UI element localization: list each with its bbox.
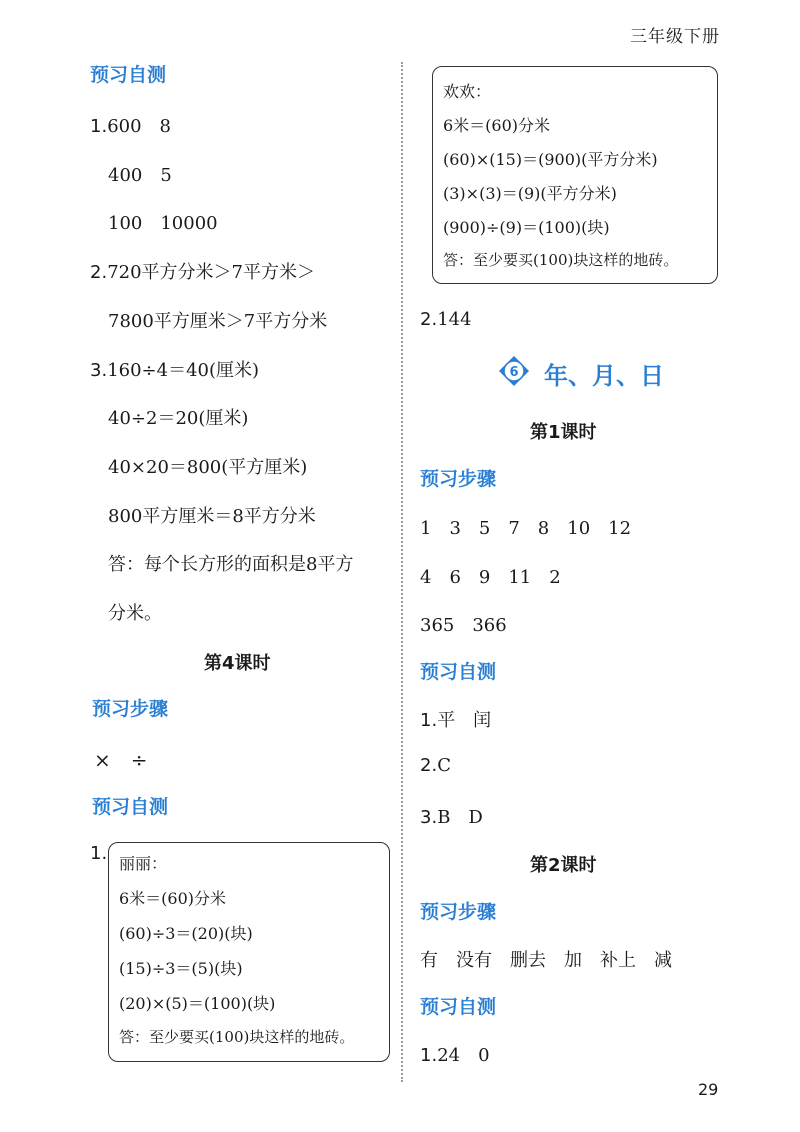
unit-number-badge	[498, 355, 530, 387]
unit-title: 年、月、日	[544, 362, 664, 390]
answer-3-line-6: 分米。	[108, 603, 162, 624]
box-line: 答：至少要买(100)块这样的地砖。	[443, 251, 679, 269]
answer-1-line-2: 400 5	[108, 165, 172, 186]
steps-line-2: 4 6 9 11 2	[420, 567, 561, 588]
steps-answer: × ÷	[94, 748, 148, 772]
box-line: (900)÷(9)＝(100)(块)	[443, 218, 610, 237]
box-line: (3)×(3)＝(9)(平方分米)	[443, 184, 617, 203]
answer-3-line-3: 40×20＝800(平方厘米)	[108, 457, 308, 478]
question-number: 2.	[420, 755, 438, 776]
section-heading-steps-right-2: 预习步骤	[420, 901, 497, 923]
answer-1-right: 1.平 闰	[420, 710, 492, 731]
lesson-title-2: 第2课时	[530, 855, 597, 876]
lesson-title-4: 第4课时	[204, 653, 271, 674]
steps-line-3: 365 366	[420, 615, 507, 636]
answer-2: 2.720平方分米＞7平方米＞	[90, 262, 315, 283]
question-number: 2.	[90, 262, 108, 283]
unit-number: 6	[509, 365, 519, 380]
question-number: 2.	[420, 309, 438, 330]
answer-2b-right: 2.C	[420, 755, 451, 776]
section-heading-steps: 预习步骤	[92, 698, 169, 720]
answer-3: 3.160÷4＝40(厘米)	[90, 360, 260, 381]
answer-3-line-4: 800平方厘米＝8平方分米	[108, 506, 316, 527]
answer-2-right: 2.144	[420, 309, 472, 330]
lesson-title-1: 第1课时	[530, 422, 597, 443]
answer-box-huanhuan	[432, 66, 718, 284]
question-number: 1.	[90, 116, 108, 137]
question-number: 1.	[420, 710, 438, 731]
box-line: 6米＝(60)分米	[443, 116, 551, 135]
answer-1b-right: 1.24 0	[420, 1045, 490, 1066]
answer-1-line-3: 100 10000	[108, 213, 218, 234]
box-line: 欢欢：	[443, 82, 492, 101]
answer-box-lili	[108, 842, 390, 1062]
steps-line-1: 1 3 5 7 8 10 12	[420, 518, 632, 539]
section-heading-self-test-2: 预习自测	[92, 796, 169, 818]
box-line: (20)×(5)＝(100)(块)	[119, 994, 276, 1013]
box-line: (60)÷3＝(20)(块)	[119, 924, 253, 943]
answer-3-line-5: 答：每个长方形的面积是8平方	[108, 554, 354, 575]
question-number: 3.	[90, 360, 108, 381]
answer-1: 1.600 8	[90, 116, 171, 137]
box-line: (60)×(15)＝(900)(平方分米)	[443, 150, 658, 169]
page-number: 29	[698, 1080, 719, 1099]
section-heading-steps-right: 预习步骤	[420, 468, 497, 490]
section-heading-self-test-right-2: 预习自测	[420, 996, 497, 1018]
box-line: (15)÷3＝(5)(块)	[119, 959, 243, 978]
answer-2-line-2: 7800平方厘米＞7平方分米	[108, 311, 328, 332]
box-line: 丽丽：	[119, 854, 168, 873]
question-number: 1.	[420, 1045, 438, 1066]
column-divider	[401, 62, 403, 1082]
box-line: 答：至少要买(100)块这样的地砖。	[119, 1028, 355, 1046]
book-header: 三年级下册	[630, 27, 720, 47]
question-number: 1.	[90, 843, 108, 864]
answer-3-right: 3.B D	[420, 807, 483, 828]
steps-answer-right: 有 没有 删去 加 补上 减	[420, 950, 672, 971]
section-heading-self-test-right: 预习自测	[420, 661, 497, 683]
question-number: 3.	[420, 807, 438, 828]
section-heading-self-test: 预习自测	[90, 64, 167, 86]
answer-3-line-2: 40÷2＝20(厘米)	[108, 408, 249, 429]
box-line: 6米＝(60)分米	[119, 889, 227, 908]
